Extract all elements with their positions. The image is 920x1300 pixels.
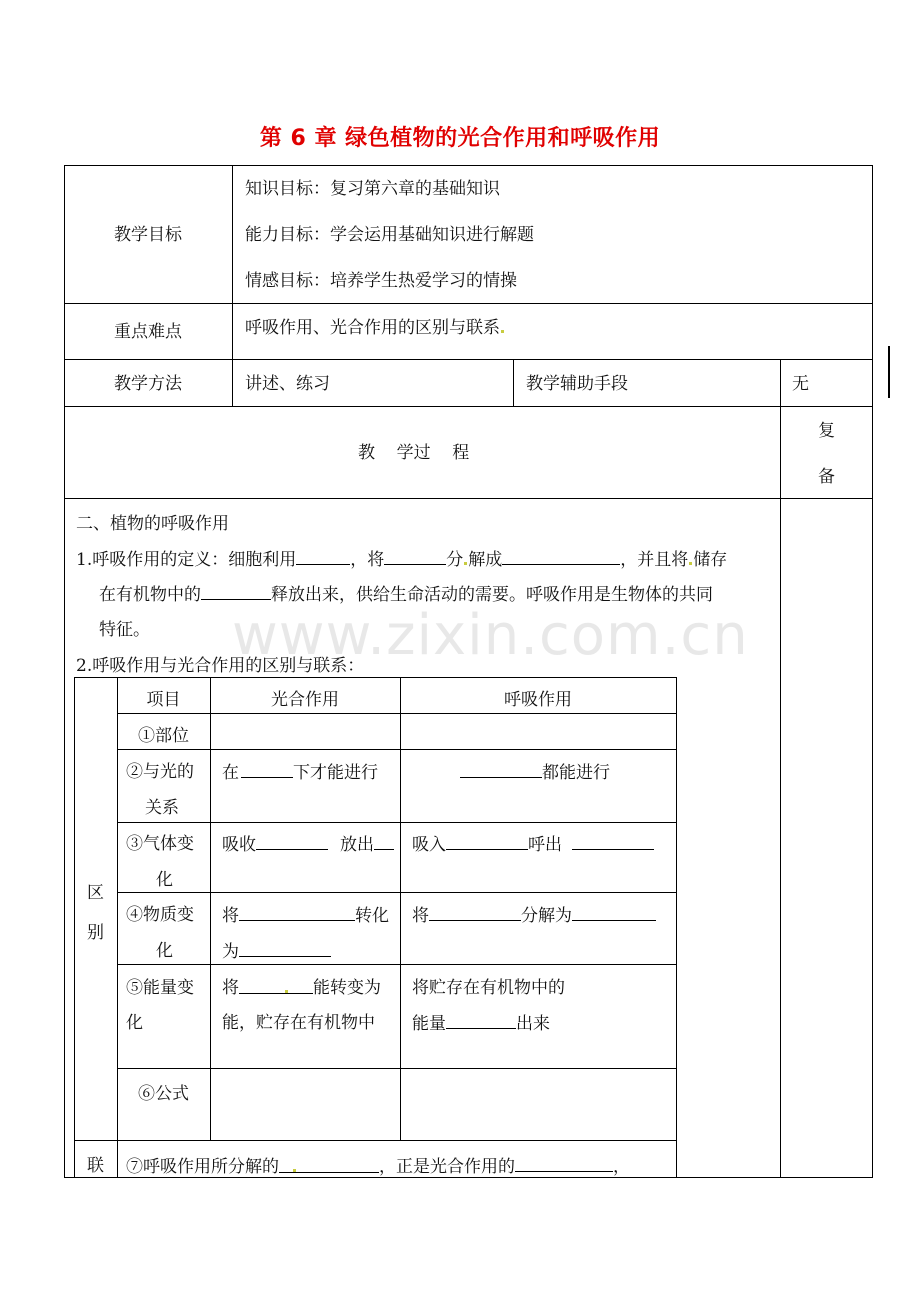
connection-label: 联: [87, 1156, 104, 1176]
row-connection: ⑦呼吸作用所分解的 ，正是光合作用的 ，: [126, 1157, 630, 1177]
row-energy-resp-1: 将贮存在有机物中的: [412, 978, 565, 998]
row-energy-b: 化: [126, 1013, 143, 1033]
goals-label: 教学目标: [114, 225, 182, 245]
q1-line-3: 特征。: [99, 620, 150, 640]
process-label: 教 学过 程: [358, 443, 470, 463]
row-energy-a: ⑤能量变: [126, 978, 194, 998]
col-header-item: 项目: [146, 690, 181, 710]
aid-label: 教学辅助手段: [526, 374, 628, 394]
row-gas-a: ③气体变: [126, 834, 194, 854]
row-gas-resp: 吸入 呼出: [412, 834, 654, 855]
row-light-b: 关系: [145, 798, 179, 818]
difference-label-2: 别: [87, 923, 104, 943]
row-formula: ⑥公式: [138, 1084, 189, 1104]
key-text: 呼吸作用、光合作用的区别与联系: [245, 318, 505, 338]
section-heading: 二、植物的呼吸作用: [76, 514, 229, 534]
row-matter-b: 化: [156, 941, 173, 961]
review-label-2: 备: [818, 467, 835, 487]
row-matter-a: ④物质变: [126, 905, 194, 925]
margin-mark: [888, 346, 890, 398]
row-matter-photo-1: 将 转化: [222, 906, 389, 926]
watermark: www.zixin.com.cn: [232, 603, 749, 668]
row-matter-resp: 将 分解为: [412, 905, 656, 926]
method-label: 教学方法: [114, 374, 182, 394]
goal-knowledge: 知识目标：复习第六章的基础知识: [245, 179, 500, 199]
aid-value: 无: [792, 374, 809, 394]
row-matter-photo-2: 为: [222, 941, 331, 962]
row-light-a: ②与光的: [126, 762, 194, 782]
row-energy-photo-2: 能，贮存在有机物中: [222, 1013, 375, 1033]
q1-line-2: 在有机物中的 释放出来，供给生命活动的需要。呼吸作用是生物体的共同: [99, 585, 713, 605]
q1-line-1: 1.呼吸作用的定义：细胞利用 ，将 分 解成 ，并且将 储存: [76, 550, 728, 570]
review-label-1: 复: [818, 421, 835, 441]
row-energy-resp-2: 能量 出来: [412, 1014, 550, 1034]
col-header-respiration: 呼吸作用: [504, 690, 572, 710]
row-energy-photo-1: 将 能转变为: [222, 978, 381, 998]
key-label: 重点难点: [114, 322, 182, 342]
row-location: ①部位: [138, 726, 189, 746]
col-header-photosynthesis: 光合作用: [271, 690, 339, 710]
method-value: 讲述、练习: [245, 374, 330, 394]
row-light-photo: 在 下才能进行: [222, 763, 378, 783]
row-gas-b: 化: [156, 870, 173, 890]
row-gas-photo: 吸收 放出: [222, 834, 394, 855]
row-light-resp: 都能进行: [460, 762, 610, 783]
goal-emotion: 情感目标：培养学生热爱学习的情操: [245, 271, 517, 291]
page-title: 第 6 章 绿色植物的光合作用和呼吸作用: [259, 126, 661, 151]
difference-label-1: 区: [87, 883, 104, 903]
goal-ability: 能力目标：学会运用基础知识进行解题: [245, 225, 534, 245]
q2-heading: 2.呼吸作用与光合作用的区别与联系：: [76, 656, 365, 676]
